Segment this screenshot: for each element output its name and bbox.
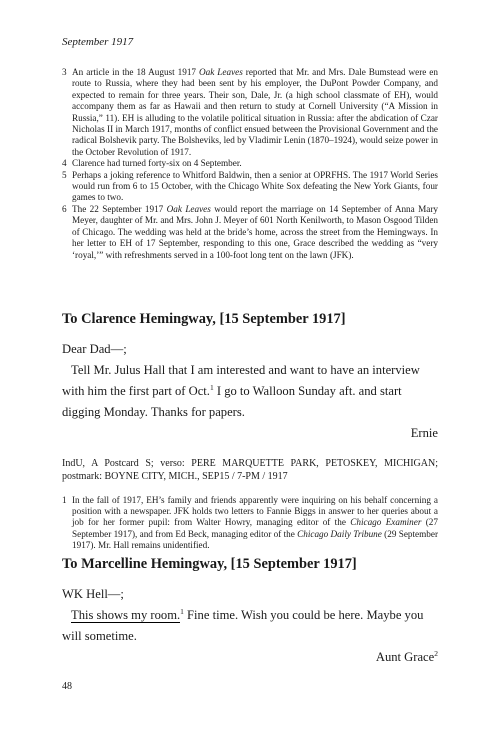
footnote-text-run: Clarence had turned forty-six on 4 September. — [72, 158, 242, 169]
letter-body-clarence — [62, 339, 438, 444]
footnote-number: 4 — [62, 158, 67, 169]
body-text: Tell Mr. Julus Hall that I am interested and want to have an interview with him the first part of Oct. — [62, 363, 420, 398]
footnote — [62, 158, 438, 169]
body-text: Fine time. Wish you could be here. Maybe you will sometime. — [62, 608, 424, 643]
footnote-text — [72, 67, 438, 158]
underlined-text: This shows my room. — [71, 608, 181, 622]
footnote-text — [72, 170, 438, 204]
footnote-text-run: Perhaps a joking reference to Whitford Baldwin, then a senior at OPRFHS. The 1917 World Series would run from 6 to 15 October, with the Chicago White Sox defeating the New York Giants, four games to two. — [72, 169, 438, 203]
running-head: September 1917 — [62, 36, 134, 48]
italic-title: Chicago Examiner — [350, 517, 422, 528]
italic-title: Oak Leaves — [199, 67, 243, 77]
footnote-marker: 2 — [434, 648, 438, 658]
salutation: Dear Dad—; — [62, 342, 127, 356]
italic-title: Chicago Daily Tribune — [297, 528, 382, 539]
footnote-marker: 1 — [180, 606, 184, 616]
footnote-text — [72, 204, 438, 261]
footnote-number: 1 — [62, 495, 67, 505]
footnote — [62, 170, 438, 204]
source-line: IndU, A Postcard S; verso: PERE MARQUETTE PARK, PETOSKEY, MICHIGAN; postmark: BOYNE CITY, MICH., SEP15 / 7-PM / 1917 — [62, 458, 438, 482]
footnote-text-run: An article in the 18 August 1917 — [72, 67, 199, 77]
salutation: WK Hell—; — [62, 587, 124, 601]
footnote-number: 3 — [62, 67, 67, 77]
footnote — [62, 204, 438, 261]
footnote-marker: 1 — [209, 382, 214, 392]
footnotes-top — [62, 67, 438, 261]
footnote-text-run: In the fall of 1917, EH’s family and friends apparently were inquiring on his behalf concerning a position with a newspaper. JFK holds two letters to Fannie Biggs in answer to her queries about a job for her former pupil: from Walter Howry, managing editor of the — [72, 495, 438, 528]
footnote-text-run: reported that Mr. and Mrs. Dale Bumstead were en route to Russia, where they had been sent by his employer, the DuPont Powder Company, and expected to remain for three years. Their son, Dale, Jr. (a high school classmate of EH), would accompany them as far as Hawaii and then return to study at Cornell University (“A Mission in Russia,” 11). EH is alluding to the volatile political situation in Russia: after the abdication of Czar Nicholas II in March 1917, months of conflict ensued between the Provisional Government and the radical Bolshevik party. The Bolsheviks, led by Vladimir Lenin (1870–1924), would seize power in the October Revolution of 1917. — [72, 67, 438, 157]
italic-title: Oak Leaves — [166, 203, 211, 214]
footnote-text-run: (29 September 1917). Mr. Hall remains unidentified. — [72, 528, 439, 550]
footnote — [62, 67, 438, 158]
footnote-text-run: The 22 September 1917 — [72, 203, 167, 214]
signature-text: Aunt Grace — [375, 650, 435, 664]
footnote-number: 6 — [62, 203, 67, 214]
footnote-text — [72, 495, 438, 551]
letter-heading-clarence: To Clarence Hemingway, [15 September 1917] — [62, 311, 346, 327]
footnote-text — [72, 158, 438, 169]
body-text: I go to Walloon Sunday aft. and start digging Monday. Thanks for papers. — [62, 384, 402, 419]
letter-paragraph — [62, 605, 438, 647]
footnote-text-run: would report the marriage on 14 September of Anna Mary Meyer, daughter of Mr. and Mrs. John J. Meyer of 601 North Kenilworth, to Mason Osgood Tilden of Chicago. The wedding was held at the bride’s home, across the street from the Hemingways. In her letter to EH of 17 September, responding to this one, Grace described the wedding as “very ‘royal,’” with refreshments served in a 100-foot long tent on the lawn (JFK). — [72, 203, 438, 260]
footnote-text-run: (27 September 1917), and from Ed Beck, managing editor of the — [72, 517, 438, 539]
letter-heading-marcelline: To Marcelline Hemingway, [15 September 1917] — [62, 556, 357, 572]
footnote-number: 5 — [62, 169, 67, 180]
signature: Ernie — [410, 426, 438, 440]
footnotes-mid — [62, 495, 438, 551]
footnote — [62, 495, 438, 551]
letter-body-marcelline — [62, 584, 438, 668]
letter-paragraph — [62, 360, 438, 423]
page-number: 48 — [62, 681, 72, 692]
signature — [62, 647, 438, 668]
